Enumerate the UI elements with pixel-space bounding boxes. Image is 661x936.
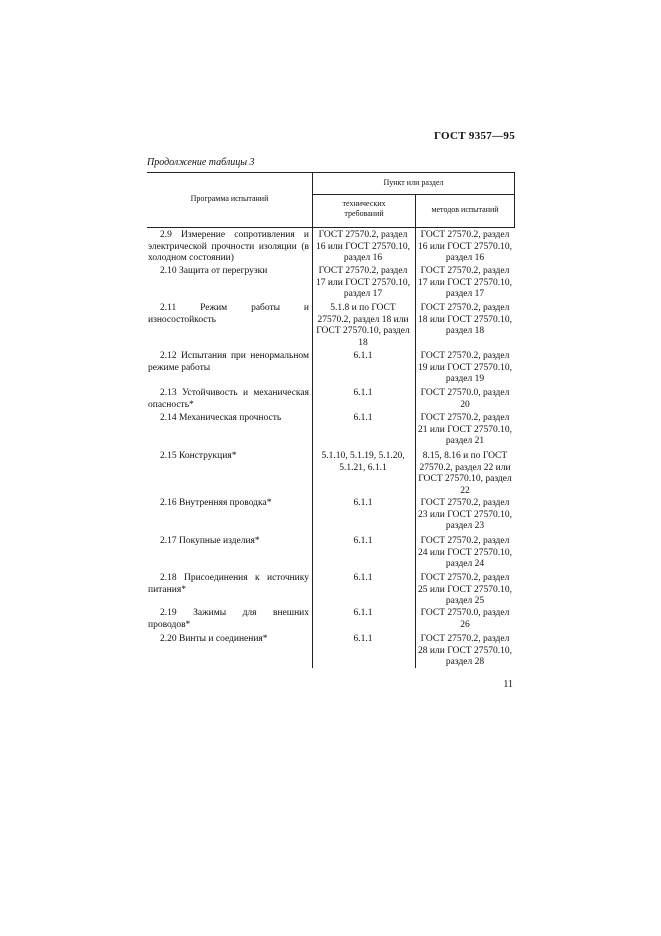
row-2-10-methods: ГОСТ 27570.2, раздел 17 или ГОСТ 27570.10, раздел 17: [418, 266, 512, 299]
row-2-19-methods: ГОСТ 27570.0, раздел 26: [420, 608, 510, 630]
row-2-18-methods: ГОСТ 27570.2, раздел 25 или ГОСТ 27570.10, раздел 25: [418, 573, 512, 606]
row-2-16-tech: 6.1.1: [353, 498, 373, 508]
row-2-20-tech: 6.1.1: [353, 634, 373, 644]
header-program: Программа испытаний: [190, 194, 269, 203]
row-2-9-methods: ГОСТ 27570.2, раздел 16 или ГОСТ 27570.10, раздел 16: [418, 230, 512, 263]
header-bottom-border: [147, 227, 515, 228]
document-id: ГОСТ 9357—95: [433, 130, 515, 142]
row-2-14-tech: 6.1.1: [353, 413, 373, 423]
row-2-18-tech: 6.1.1: [353, 573, 373, 583]
row-2-15-tech: 5.1.10, 5.1.19, 5.1.20, 5.1.21, 6.1.1: [321, 451, 405, 473]
table-right-border: [514, 172, 515, 227]
row-2-11-methods: ГОСТ 27570.2, раздел 18 или ГОСТ 27570.10, раздел 18: [418, 303, 512, 336]
row-2-14-methods: ГОСТ 27570.2, раздел 21 или ГОСТ 27570.10, раздел 21: [418, 413, 512, 446]
row-2-13-program: 2.13 Устойчивость и механическая опасность*: [148, 388, 309, 410]
header-point-group: Пункт или раздел: [383, 178, 444, 187]
row-2-11-program: 2.11 Режим работы и износостойкость: [148, 303, 309, 325]
row-2-15-methods: 8.15, 8.16 и по ГОСТ 27570.2, раздел 22 или ГОСТ 27570.10, раздел 22: [418, 451, 512, 496]
row-2-10-program: 2.10 Защита от перегрузки: [160, 266, 268, 276]
row-2-15-program: 2.15 Конструкция*: [160, 451, 237, 461]
row-2-19-program: 2.19 Зажимы для внешних проводов*: [148, 608, 309, 630]
row-2-17-program: 2.17 Покупные изделия*: [160, 536, 260, 546]
table-caption: Продолжение таблицы 3: [147, 157, 255, 168]
row-2-16-program: 2.16 Внутренняя проводка*: [160, 498, 272, 508]
row-2-13-methods: ГОСТ 27570.0, раздел 20: [420, 388, 510, 410]
header-sub-divider: [313, 194, 515, 195]
row-2-14-program: 2.14 Механическая прочность: [160, 413, 282, 423]
row-2-13-tech: 6.1.1: [353, 388, 373, 398]
row-2-20-program: 2.20 Винты и соединения*: [160, 634, 268, 644]
row-2-12-program: 2.12 Испытания при ненормальном режиме работы: [148, 351, 309, 373]
row-2-12-methods: ГОСТ 27570.2, раздел 19 или ГОСТ 27570.10, раздел 19: [418, 351, 512, 384]
row-2-10-tech: ГОСТ 27570.2, раздел 17 или ГОСТ 27570.10, раздел 17: [316, 266, 410, 299]
col-divider-methods: [415, 194, 416, 668]
header-test-methods: методов испытаний: [431, 205, 499, 214]
row-2-9-tech: ГОСТ 27570.2, раздел 16 или ГОСТ 27570.10, раздел 16: [316, 230, 410, 263]
row-2-11-tech: 5.1.8 и по ГОСТ 27570.2, раздел 18 или ГОСТ 27570.10, раздел 18: [316, 303, 410, 348]
row-2-17-tech: 6.1.1: [353, 536, 373, 546]
row-2-12-tech: 6.1.1: [353, 351, 373, 361]
header-tech-requirements: технических требований: [342, 199, 386, 218]
row-2-20-methods: ГОСТ 27570.2, раздел 28 или ГОСТ 27570.10, раздел 28: [418, 634, 512, 667]
row-2-17-methods: ГОСТ 27570.2, раздел 24 или ГОСТ 27570.10, раздел 24: [418, 536, 512, 569]
row-2-19-tech: 6.1.1: [353, 608, 373, 618]
row-2-18-program: 2.18 Присоединения к источнику питания*: [148, 573, 309, 595]
table-top-border: [147, 172, 515, 173]
row-2-16-methods: ГОСТ 27570.2, раздел 23 или ГОСТ 27570.10, раздел 23: [418, 498, 512, 531]
row-2-9-program: 2.9 Измерение сопротивления и электрической прочности изоляции (в холодном состоянии): [148, 230, 309, 263]
requirements-table: [147, 172, 515, 668]
page-number: 11: [503, 679, 513, 690]
